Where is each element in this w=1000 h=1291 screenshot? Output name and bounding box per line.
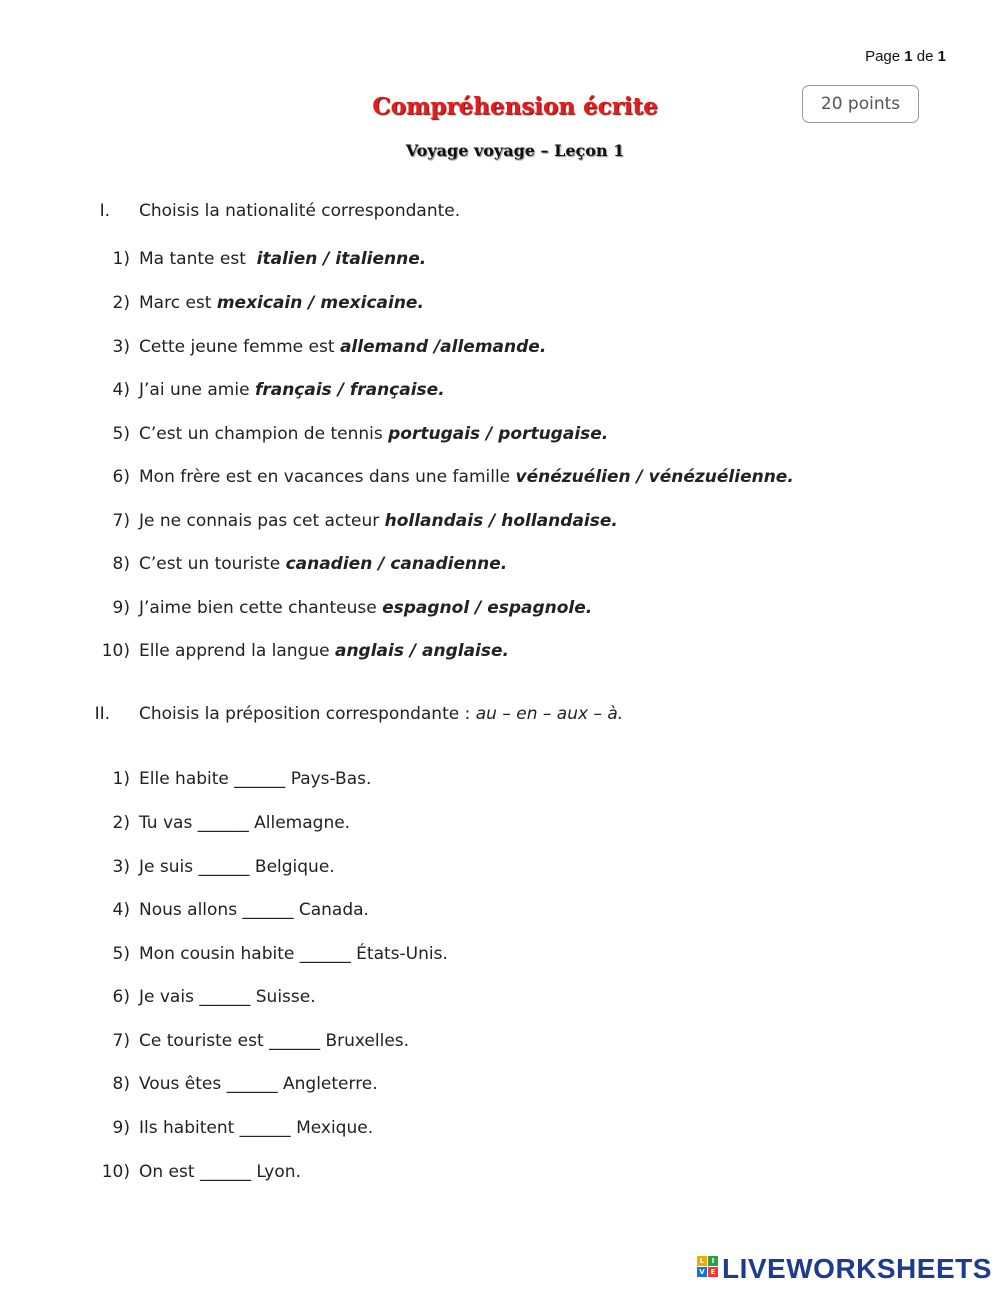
question-text-after: Canada.	[293, 900, 369, 920]
nationality-question	[0, 598, 1000, 622]
question-number: 5)	[112, 944, 130, 964]
answer-options[interactable]: français / française.	[254, 380, 445, 400]
question-body	[139, 598, 592, 618]
logo-mark-icon	[697, 1256, 718, 1283]
answer-blank[interactable]: ______	[199, 1162, 251, 1182]
question-number: 6)	[112, 467, 130, 487]
question-text-after: Allemagne.	[248, 813, 351, 833]
nationality-question	[0, 293, 1000, 317]
nationality-question	[0, 380, 1000, 404]
question-text-before: Tu vas	[139, 813, 198, 833]
question-number: 1)	[112, 769, 130, 789]
section-2-heading	[0, 704, 800, 728]
answer-options[interactable]: vénézuélien / vénézuélienne.	[515, 467, 794, 487]
question-body	[139, 900, 369, 920]
question-text: Cette jeune femme est	[139, 337, 340, 357]
question-number: 4)	[112, 380, 130, 400]
preposition-question	[0, 987, 1000, 1011]
page-number	[865, 48, 946, 65]
answer-options[interactable]: espagnol / espagnole.	[382, 598, 593, 618]
question-number: 2)	[112, 293, 130, 313]
question-number: 7)	[112, 1031, 130, 1051]
answer-options[interactable]: hollandais / hollandaise.	[384, 511, 618, 531]
preposition-question	[0, 1162, 1000, 1186]
answer-blank[interactable]: ______	[299, 944, 351, 964]
question-text-after: Suisse.	[250, 987, 316, 1007]
question-number: 5)	[112, 424, 130, 444]
preposition-question	[0, 813, 1000, 837]
nationality-question	[0, 467, 1000, 491]
question-number: 9)	[112, 598, 130, 618]
question-text: J’ai une amie	[139, 380, 255, 400]
nationality-question	[0, 424, 1000, 448]
page-total: 1	[937, 48, 946, 65]
logo-letter-tile: I	[708, 1256, 718, 1266]
question-body	[139, 1074, 378, 1094]
question-text-before: Ce touriste est	[139, 1031, 270, 1051]
question-body	[139, 467, 794, 487]
question-number: 10)	[101, 1162, 130, 1182]
answer-blank[interactable]: ______	[242, 900, 294, 920]
question-number: 2)	[112, 813, 130, 833]
question-text: Elle apprend la langue	[139, 641, 335, 661]
question-text: Ma tante est	[139, 249, 257, 269]
logo-letter-tile: E	[708, 1267, 718, 1277]
question-text: C’est un touriste	[139, 554, 286, 574]
section-1-heading	[0, 201, 700, 225]
logo-letter-tile: L	[697, 1256, 707, 1266]
answer-blank[interactable]: ______	[269, 1031, 321, 1051]
answer-blank[interactable]: ______	[239, 1118, 291, 1138]
page-label: Page	[865, 48, 901, 65]
preposition-question	[0, 769, 1000, 793]
answer-options[interactable]: anglais / anglaise.	[334, 641, 509, 661]
question-number: 9)	[112, 1118, 130, 1138]
preposition-question	[0, 1118, 1000, 1142]
nationality-question	[0, 511, 1000, 535]
worksheet-title: Compréhension écrite	[372, 93, 658, 120]
question-text: C’est un champion de tennis	[139, 424, 389, 444]
page-of-label: de	[916, 48, 934, 65]
question-text-before: Elle habite	[139, 769, 235, 789]
question-body	[139, 857, 335, 877]
answer-options[interactable]: allemand /allemande.	[339, 337, 547, 357]
question-text-after: Belgique.	[249, 857, 335, 877]
question-text: J’aime bien cette chanteuse	[139, 598, 383, 618]
question-text-before: Ils habitent	[139, 1118, 240, 1138]
preposition-question	[0, 1031, 1000, 1055]
question-body	[139, 813, 350, 833]
logo-text: LIVEWORKSHEETS	[722, 1253, 992, 1284]
answer-blank[interactable]: ______	[199, 987, 251, 1007]
question-body	[139, 944, 448, 964]
question-text-after: Angleterre.	[277, 1074, 378, 1094]
preposition-question	[0, 1074, 1000, 1098]
question-number: 7)	[112, 511, 130, 531]
question-text-before: Je vais	[139, 987, 200, 1007]
section-2-instruction-text: Choisis la préposition correspondante :	[139, 704, 476, 724]
logo-letter-tile: V	[697, 1267, 707, 1277]
question-text-before: Nous allons	[139, 900, 243, 920]
preposition-question	[0, 857, 1000, 881]
question-number: 6)	[112, 987, 130, 1007]
question-number: 10)	[101, 641, 130, 661]
answer-blank[interactable]: ______	[197, 813, 249, 833]
section-1-instruction: Choisis la nationalité correspondante.	[139, 201, 461, 221]
answer-options[interactable]: mexicain / mexicaine.	[216, 293, 424, 313]
question-text-after: Mexique.	[290, 1118, 374, 1138]
page-current: 1	[904, 48, 913, 65]
question-body	[139, 1162, 301, 1182]
question-body	[139, 293, 424, 313]
question-text-after: Lyon.	[250, 1162, 301, 1182]
question-body	[139, 249, 426, 269]
question-text-after: Bruxelles.	[320, 1031, 410, 1051]
answer-blank[interactable]: ______	[226, 1074, 278, 1094]
question-text-after: États-Unis.	[350, 944, 448, 964]
question-body	[139, 424, 608, 444]
question-body	[139, 1118, 373, 1138]
question-text-before: Je suis	[139, 857, 199, 877]
nationality-question	[0, 641, 1000, 665]
question-body	[139, 641, 509, 661]
nationality-question	[0, 249, 1000, 273]
nationality-question	[0, 554, 1000, 578]
preposition-question	[0, 900, 1000, 924]
section-2-roman: II.	[94, 704, 110, 724]
question-text: Je ne connais pas cet acteur	[139, 511, 385, 531]
question-body	[139, 511, 618, 531]
answer-blank[interactable]: ______	[198, 857, 250, 877]
section-2-instruction	[139, 704, 623, 724]
question-number: 1)	[112, 249, 130, 269]
points-badge: 20 points	[802, 85, 919, 123]
question-body	[139, 337, 546, 357]
question-body	[139, 554, 507, 574]
question-number: 3)	[112, 337, 130, 357]
question-text-before: On est	[139, 1162, 200, 1182]
answer-options[interactable]: canadien / canadienne.	[285, 554, 508, 574]
question-body	[139, 1031, 409, 1051]
question-number: 8)	[112, 554, 130, 574]
answer-options[interactable]: portugais / portugaise.	[388, 424, 609, 444]
answer-options[interactable]: italien / italienne.	[256, 249, 427, 269]
section-1-roman: I.	[99, 201, 110, 221]
question-body	[139, 987, 316, 1007]
question-body	[139, 380, 445, 400]
liveworksheets-logo	[697, 1254, 992, 1284]
section-2-choices: au – en – aux – à.	[475, 704, 624, 724]
worksheet-subtitle: Voyage voyage – Leçon 1	[405, 141, 625, 160]
answer-blank[interactable]: ______	[234, 769, 286, 789]
question-number: 8)	[112, 1074, 130, 1094]
preposition-question	[0, 944, 1000, 968]
question-text-before: Mon cousin habite	[139, 944, 300, 964]
question-text-before: Vous êtes	[139, 1074, 227, 1094]
question-text: Marc est	[139, 293, 217, 313]
nationality-question	[0, 337, 1000, 361]
question-text: Mon frère est en vacances dans une famille	[139, 467, 516, 487]
question-body	[139, 769, 371, 789]
question-text-after: Pays-Bas.	[285, 769, 372, 789]
question-number: 3)	[112, 857, 130, 877]
question-number: 4)	[112, 900, 130, 920]
